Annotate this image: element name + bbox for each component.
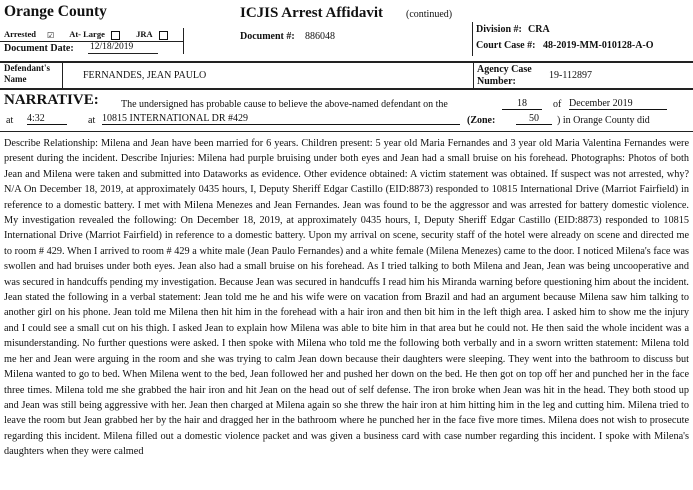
narrative-body [4, 136, 689, 460]
narrative-address: 10815 INTERNATIONAL DR #429 [102, 113, 460, 125]
county-title: Orange County [4, 3, 107, 20]
arrested-label: Arrested [4, 29, 36, 39]
narrative-of-label: of [553, 99, 562, 110]
form-title: ICJIS Arrest Affidavit [240, 5, 384, 21]
continued-label: (continued) [406, 9, 453, 20]
narrative-text: Describe Relationship: Milena and Jean have been married for 6 years. Children present: 5 year old Maria Fernandes and 3 year old Maria Valentina Fernandes were present during the incident. Describe Injuries: Milena had purple bruising under both eyes and Jean had a small bruise on his forehead. Photographs: Photos of both Jean and Milena were taken and submitted into Dataworks as evidence. Other evidence obtained: A victim statement was obtained. If suspect was not arrested, why? N/A On December 18, 2019, at approximately 0435 hours, I, Deputy Sheriff Edgar Castillo (EID:8873) responded to 10815 International Drive (Marriot Fairfield) in reference to a domestic battery. I met with Milena Menezes and Jean Fernandes. Jean was found to be the aggressor and was arrested for battery domestic violence. My investigation revealed the following: On December 18, 2019, at approximately 0435 hours, I, Deputy Sheriff Edgar Castillo (EID:8873) responded to 10815 International Drive (Marriot Fairfield) in reference to a domestic battery. Upon my arrival on scene, security staff of the hotel were already on scene and directed me to room # 429. When I arrived to room # 429 a white male (Jean Paulo Fernandes) and a white female (Milena Menezes) came to the door. I noticed Milena's face was swollen and had bruises under both eyes. Jean also had a small bruise on his forehead. As I tried talking to both Milena and Jean, Jean was being uncooperative and was secured in handcuffs pending my investigation. Because Jean was secured in handcuffs I read him his Miranda warning before questioning him about the incident. Jean stated the following in a verbal statement: Jean told me he and his wife were on vacation from Brazil and had an argument because Milena saw him talking to another girl on his phone. Jean told me Milena then hit him in the forehead with a hair iron and then bit him in the left thigh area. I asked him to show me the injury and I could see a small cut on his thigh. I asked Jean to explain how Milena was able to bite him in that area but he could not. He then said the whole incident was a misunderstanding. No further questions were asked. I then spoke with Milena who told me the following both verbally and in a sworn written statement: Milena told me her and Jean were arguing in the room and she was trying to calm Jean down because their daughters were sleeping. They went into the bathroom to discuss but Milena wanted to go to bed. When Milena went to the bed, Jean followed her and pushed her down on the bed. He then got on top off her and punched her in the face three times. Milena told me she grabbed the hair iron and hit Jean on the head out of self defense. The iron broke when Jean was hit in the head. They both stood up and Jean was still being aggressive with her. Jean then charged at Milena again so she threw the hair iron at him hitting him in the leg and cutting him. Milena tried to leave the room but Jean grabbed her by the hair and dragged her in the bathroom where he punched her in the face five more times. Milena does not wish to prosecute regarding this incident. Milena filled out a domestic violence packet and was given a business card with case number regarding this incident. I spoke with Milena's daughters when they were calmed [4, 138, 689, 458]
narrative-title: NARRATIVE: [4, 92, 99, 108]
narrative-intro: The undersigned has probable cause to believe the above-named defendant on the [121, 99, 448, 110]
narrative-at-label-2: at [88, 115, 96, 126]
division-label: Division #: [476, 24, 522, 35]
at-large-label: At- Large [69, 29, 105, 39]
court-case-label: Court Case #: [476, 40, 536, 51]
court-case-value: 48-2019-MM-010128-A-O [543, 40, 654, 51]
arrest-status-row [4, 29, 168, 40]
narrative-time: 4:32 [27, 113, 67, 125]
agency-case-label: Agency Case Number: [477, 64, 532, 87]
document-date-value: 12/18/2019 [90, 42, 134, 52]
narrative-zone-label: (Zone: [467, 115, 496, 126]
document-date-label: Document Date: [4, 43, 74, 54]
narrative-at-label: at [6, 115, 14, 126]
arrested-checkbox[interactable]: ☑ [46, 30, 55, 40]
document-number-label: Document #: [240, 31, 295, 42]
agency-case-value: 19-112897 [549, 70, 592, 81]
narrative-day: 18 [502, 98, 542, 110]
division-value: CRA [528, 24, 550, 35]
narrative-month-year: December 2019 [569, 98, 667, 110]
jra-label: JRA [136, 29, 153, 39]
defendant-name-label: Defendant's Name [4, 63, 51, 84]
defendant-name-value: FERNANDES, JEAN PAULO [83, 70, 207, 81]
at-large-checkbox[interactable] [111, 31, 120, 40]
narrative-zone: 50 [516, 113, 552, 125]
jra-checkbox[interactable] [159, 31, 168, 40]
document-number-value: 886048 [305, 31, 335, 42]
narrative-county-suffix: ) in Orange County did [557, 115, 650, 126]
